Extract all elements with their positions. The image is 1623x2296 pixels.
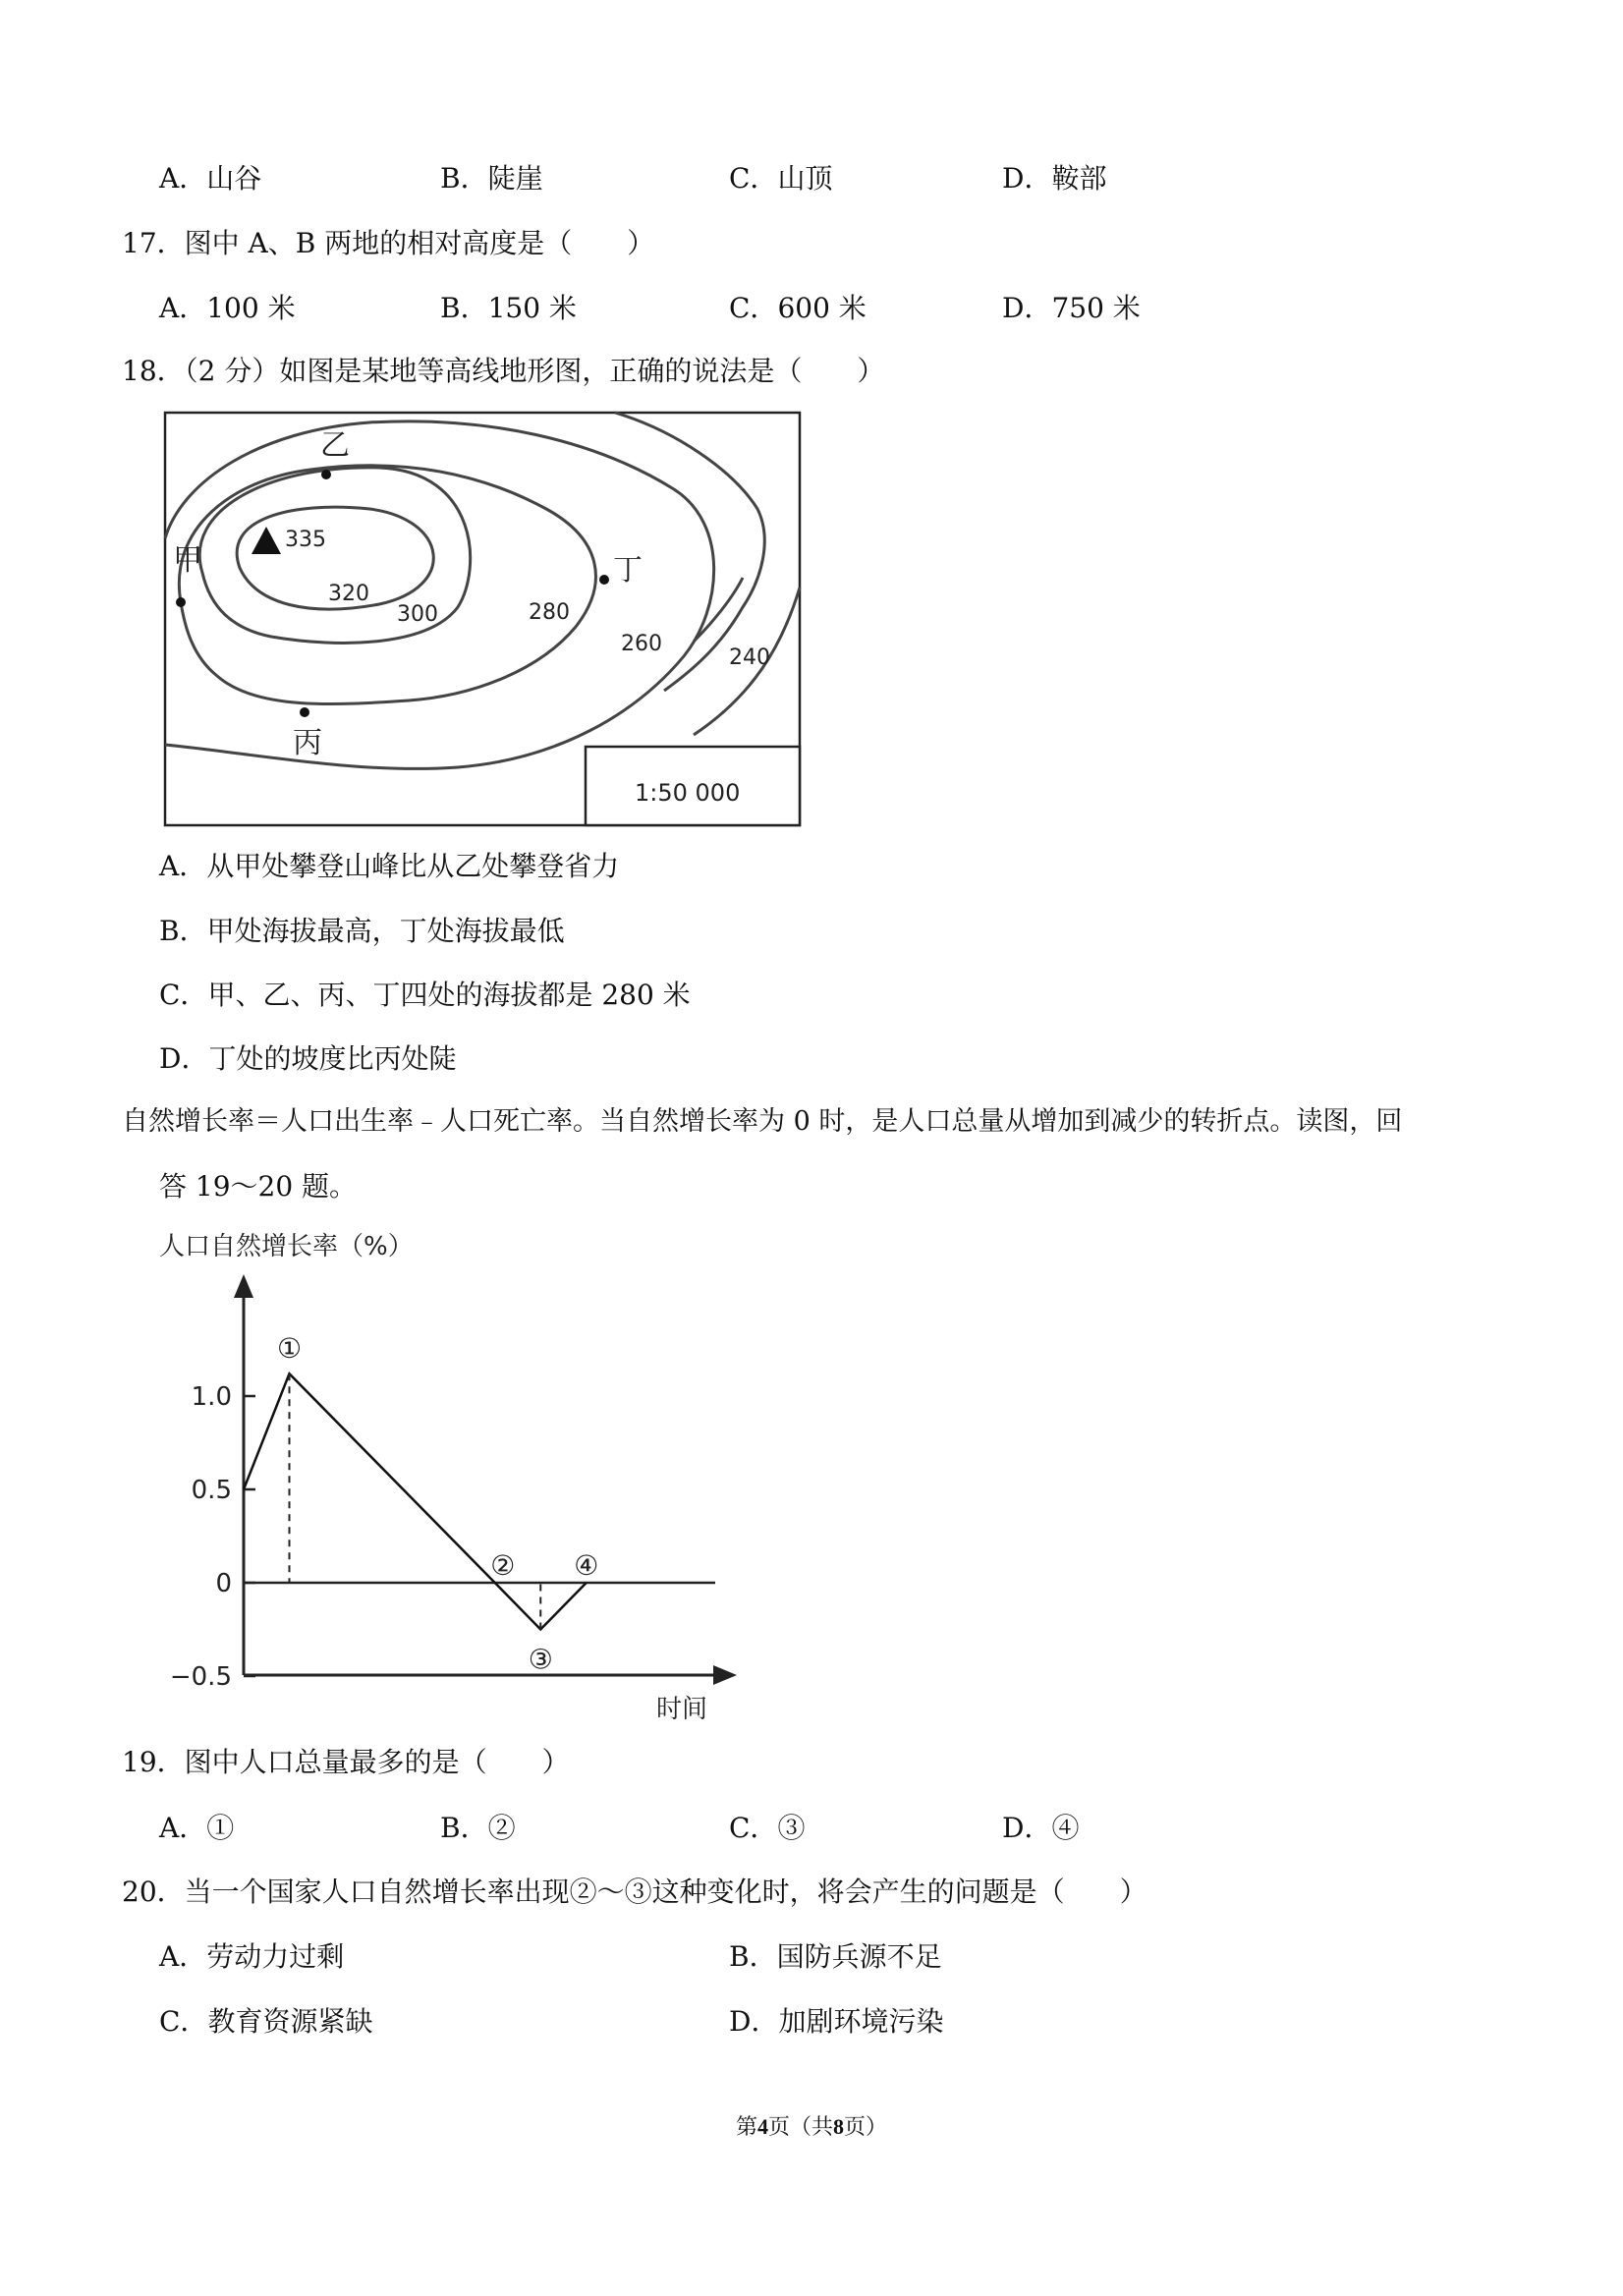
contour-label-240: 240	[729, 645, 770, 670]
y-tick-label: 0	[215, 1569, 232, 1598]
q19-option-c: C．③	[729, 1812, 806, 1844]
q19-option-b: B．②	[440, 1812, 516, 1844]
q18-option-a: A．从甲处攀登山峰比从乙处攀登省力	[159, 850, 620, 882]
q18-option-c: C．甲、乙、丙、丁四处的海拔都是 280 米	[159, 979, 691, 1011]
y-tick-label: −0.5	[169, 1662, 232, 1692]
q17-stem: 17．图中 A、B 两地的相对高度是（ ）	[122, 227, 655, 259]
point-ding	[599, 575, 609, 585]
y-axis-title: 人口自然增长率（%）	[159, 1232, 414, 1261]
contour-map	[163, 411, 804, 829]
point-label: ②	[490, 1549, 516, 1582]
q17-option-a: A．100 米	[159, 292, 296, 324]
point-ding-label: 丁	[613, 553, 643, 588]
contour-label-320: 320	[328, 582, 369, 606]
point-label: ③	[528, 1643, 553, 1676]
intro-line-2: 答 19～20 题。	[159, 1170, 358, 1203]
peak-label: 335	[285, 528, 326, 552]
q19-option-a: A．①	[159, 1812, 235, 1844]
q20-option-b: B．国防兵源不足	[729, 1940, 942, 1973]
point-yi-label: 乙	[320, 428, 350, 463]
y-tick-label: 1.0	[191, 1382, 232, 1412]
q17-option-d: D．750 米	[1002, 292, 1141, 324]
contour-label-280: 280	[529, 600, 570, 625]
q20-option-c: C．教育资源紧缺	[159, 2005, 373, 2038]
scale-label: 1:50 000	[635, 779, 741, 807]
point-label: ①	[276, 1332, 303, 1366]
x-axis-title: 时间	[656, 1695, 708, 1724]
point-label: ④	[574, 1549, 599, 1582]
q16-option-a: A．山谷	[159, 162, 262, 195]
contour-label-260: 260	[621, 632, 662, 656]
q20-stem: 20．当一个国家人口自然增长率出现②～③这种变化时，将会产生的问题是（ ）	[122, 1876, 1147, 1908]
point-yi	[321, 470, 331, 479]
q16-option-c: C．山顶	[729, 162, 833, 195]
contour-label-300: 300	[397, 602, 438, 627]
q20-option-d: D．加剧环境污染	[729, 2005, 944, 2038]
x-axis-arrow	[713, 1665, 737, 1685]
y-axis-arrow	[234, 1274, 253, 1298]
intro-line-1: 自然增长率＝人口出生率﹣人口死亡率。当自然增长率为 0 时，是人口总量从增加到减少的转折点。读图，回	[122, 1106, 1403, 1137]
page-footer: 第4页（共8页）	[735, 2114, 888, 2140]
growth-rate-chart	[147, 1223, 756, 1734]
q17-option-c: C．600 米	[729, 292, 867, 324]
q16-option-d: D．鞍部	[1002, 162, 1107, 195]
q18-option-b: B．甲处海拔最高，丁处海拔最低	[159, 915, 565, 947]
q19-option-d: D．④	[1002, 1812, 1080, 1844]
q17-option-b: B．150 米	[440, 292, 577, 324]
q16-option-b: B．陡崖	[440, 162, 543, 195]
q18-option-d: D．丁处的坡度比丙处陡	[159, 1042, 457, 1075]
q18-stem: 18．（2 分）如图是某地等高线地形图，正确的说法是（ ）	[122, 355, 885, 387]
point-jia	[176, 597, 186, 607]
growth-rate-line	[244, 1373, 587, 1629]
q20-option-a: A．劳动力过剩	[159, 1940, 345, 1973]
y-tick-label: 0.5	[191, 1476, 232, 1505]
point-jia-label: 甲	[173, 543, 202, 578]
point-bing-label: 丙	[293, 726, 322, 760]
point-bing	[300, 707, 309, 717]
q19-stem: 19．图中人口总量最多的是（ ）	[122, 1746, 570, 1778]
